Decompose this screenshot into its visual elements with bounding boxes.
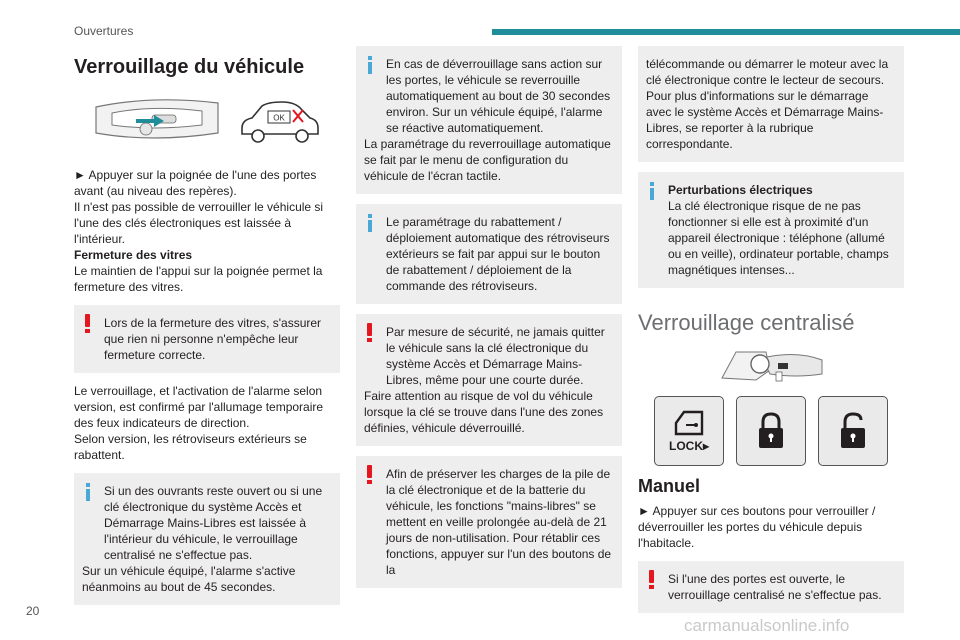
column-3 [638,46,904,623]
page-number: 20 [26,604,40,618]
lock-closed-button[interactable] [736,396,806,466]
warning-box-door-open [638,561,904,613]
car-locked-icon [238,96,322,146]
warning-text-theft: Faire attention au risque de vol du véhicule lorsque la clé se trouve dans l'une des zones définies, véhicule déverrouillé. [364,389,604,435]
dashboard-icon [716,348,826,388]
warning-text-battery: Afin de préserver les charges de la pile de la clé électronique et de la batterie du véhicule, les fonctions "mains-libres" se mettent en veille prolongée au-delà de 21 jours de non-utilisation. Pour rétablir ces fonctions, appuyer sur l'un des boutons de la [386,467,612,577]
illustration-door-handle [74,91,340,151]
info-text: Si un des ouvrants reste ouvert ou si une clé électronique du système Accès et Démarrage Mains-Libres est laissée à l'intérieur du véhicule, le verrouillage centralisé ne s'effectue pas. [104,484,323,562]
warning-icon [648,570,654,590]
paragraph-fermeture-vitres: Le maintien de l'appui sur la poignée permet la fermeture des vitres. [74,264,323,294]
door-handle-icon [92,93,222,149]
info-icon [650,182,654,200]
padlock-closed-icon [756,411,786,451]
warning-box-security [356,314,622,446]
warning-box-windows [74,305,340,373]
illustration-dashboard [638,346,904,390]
info-box-open-door [74,473,340,605]
lock-open-button[interactable] [818,396,888,466]
info-text-electrical: La clé électronique risque de ne pas fonctionner si elle est à proximité d'un appareil électronique : téléphone (allumé ou en veille), ordinateur portable, champs magnétiques intenses... [668,199,889,277]
heading-manuel: Manuel [638,476,701,496]
info-title-electrical: Perturbations électriques [668,183,813,197]
info-icon [86,483,90,501]
info-icon [368,214,372,232]
header-accent-bar [492,29,960,35]
info-text-alarm: Sur un véhicule équipé, l'alarme s'active néanmoins au bout de 45 secondes. [82,564,296,594]
column-1 [74,56,340,615]
warning-icon [366,323,372,343]
column-2 [356,46,622,598]
paragraph-mirrors: Selon version, les rétroviseurs extérieurs se rabattent. [74,432,307,462]
warning-icon [84,314,90,334]
door-lock-icon [672,409,706,437]
warning-text-continued: télécommande ou démarrer le moteur avec la clé électronique contre le lecteur de secours. Pour plus d'informations sur le démarrage avec le système Accès et Démarrage Mains-Libres, se reporter à la rubrique correspondante. [646,57,889,151]
heading-verrouillage-vehicule: Verrouillage du véhicule [74,56,305,78]
warning-text-security: Par mesure de sécurité, ne jamais quitter le véhicule sans la clé électronique du système Accès et Démarrage Mains-Libres, même pour une courte durée. [386,325,605,387]
info-box-mirrors [356,204,622,304]
svg-text:OK: OK [273,113,285,123]
paragraph-confirmation: Le verrouillage, et l'activation de l'alarme selon version, est confirmé par l'allumage temporaire des feux indicateurs de direction. [74,384,324,430]
info-box-electrical [638,172,904,288]
heading-verrouillage-centralise: Verrouillage centralisé [638,310,855,335]
padlock-open-icon [838,411,868,451]
paragraph-key-inside: Il n'est pas possible de verrouiller le véhicule si l'une des clés électroniques est laissée à l'intérieur. [74,200,324,246]
info-text-mirrors: Le paramétrage du rabattement / déploiement automatique des rétroviseurs extérieurs se fait par appui sur le bouton de rabattement / déploiement de la commande des rétroviseurs. [386,215,610,293]
info-icon [368,56,372,74]
warning-text: Lors de la fermeture des vitres, s'assurer que rien ni personne n'empêche leur fermeture correcte. [104,316,322,362]
subheading-fermeture-vitres: Fermeture des vitres [74,248,193,262]
info-text-relock-config: La paramétrage du reverrouillage automatique se fait par le menu de configuration du véhicule de l'écran tactile. [364,137,611,183]
warning-box-battery [356,456,622,588]
lock-label: LOCK▸ [668,439,710,453]
info-box-relock [356,46,622,194]
paragraph-manual-buttons: ► Appuyer sur ces boutons pour verrouiller / déverrouiller les portes du véhicule depuis l'habitacle. [638,504,876,550]
info-text-relock: En cas de déverrouillage sans action sur les portes, le véhicule se reverrouille automatiquement au bout de 30 secondes environ. Sur un véhicule équipé, l'alarme se réactive automatiquement. [386,57,611,135]
watermark: carmanualsonline.info [684,616,850,635]
lock-buttons-row [638,396,904,466]
section-title: Ouvertures [74,24,134,38]
paragraph-press-handle: ► Appuyer sur la poignée de l'une des portes avant (au niveau des repères). [74,168,317,198]
lock-door-button[interactable] [654,396,724,466]
warning-box-battery-continued [638,46,904,162]
warning-icon [366,465,372,485]
warning-text-door-open: Si l'une des portes est ouverte, le verrouillage centralisé ne s'effectue pas. [668,572,882,602]
